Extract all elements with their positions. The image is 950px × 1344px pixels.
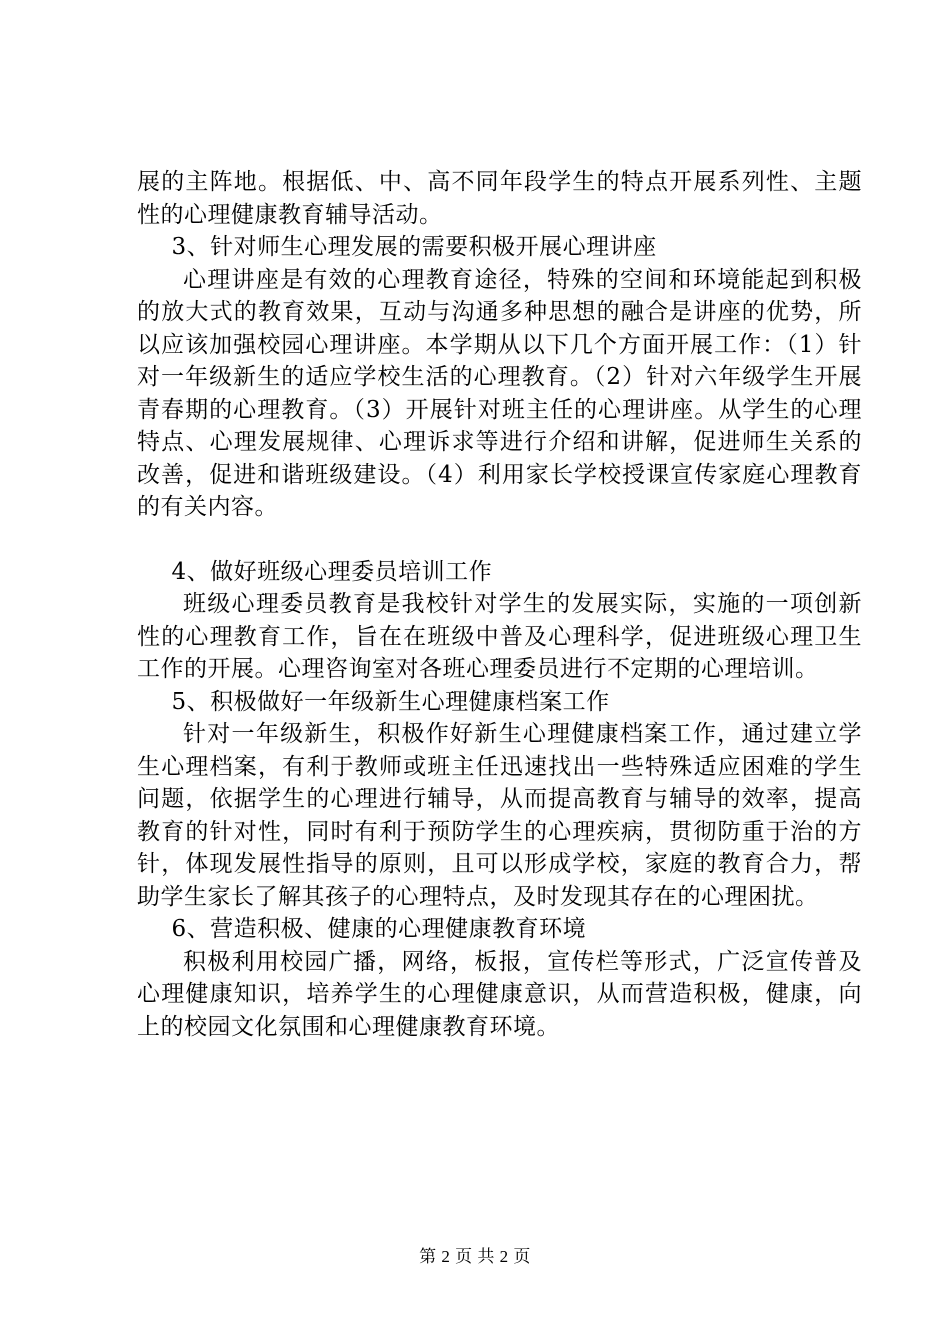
paragraph-environment: 积极利用校园广播，网络，板报，宣传栏等形式，广泛宣传普及心理健康知识，培养学生的心理健康意识，从而营造积极，健康，向上的校园文化氛围和心理健康教育环境。 (137, 948, 862, 1040)
section-heading-3: 3、针对师生心理发展的需要积极开展心理讲座 (171, 234, 657, 260)
section-heading-5: 5、积极做好一年级新生心理健康档案工作 (171, 688, 610, 715)
section-heading-6: 6、营造积极、健康的心理健康教育环境 (171, 916, 587, 942)
paragraph-gap (137, 524, 862, 556)
section-heading-4: 4、做好班级心理委员培训工作 (171, 558, 493, 585)
paragraph-health-records: 针对一年级新生，积极作好新生心理健康档案工作，通过建立学生心理档案，有利于教师或班主任迅速找出一些特殊适应困难的学生问题，依据学生的心理进行辅导，从而提高教育与辅导的效率，提高教育的针对性，同时有利于预防学生的心理疾病，贯彻防重于治的方针，体现发展性指导的原则，且可以形成学校，家庭的教育合力，帮助学生家长了解其孩子的心理特点，及时发现其存在的心理困扰。 (137, 721, 862, 910)
document-body (137, 166, 862, 1043)
page-number-footer: 第 2 页 共 2 页 (419, 1247, 531, 1266)
paragraph-continuation: 展的主阵地。根据低、中、高不同年段学生的特点开展系列性、主题性的心理健康教育辅导活动。 (137, 169, 862, 228)
paragraph-committee-training: 班级心理委员教育是我校针对学生的发展实际，实施的一项创新性的心理教育工作，旨在在班级中普及心理科学，促进班级心理卫生工作的开展。心理咨询室对各班心理委员进行不定期的心理培训。 (137, 591, 862, 682)
paragraph-lectures: 心理讲座是有效的心理教育途径，特殊的空间和环境能起到积极的放大式的教育效果，互动与沟通多种思想的融合是讲座的优势，所以应该加强校园心理讲座。本学期从以下几个方面开展工作：（1）针对一年级新生的适应学校生活的心理教育。（2）针对六年级学生开展青春期的心理教育。（3）开展针对班主任的心理讲座。从学生的心理特点、心理发展规律、心理诉求等进行介绍和讲解，促进师生关系的改善，促进和谐班级建设。（4）利用家长学校授课宣传家庭心理教育的有关内容。 (137, 266, 862, 520)
